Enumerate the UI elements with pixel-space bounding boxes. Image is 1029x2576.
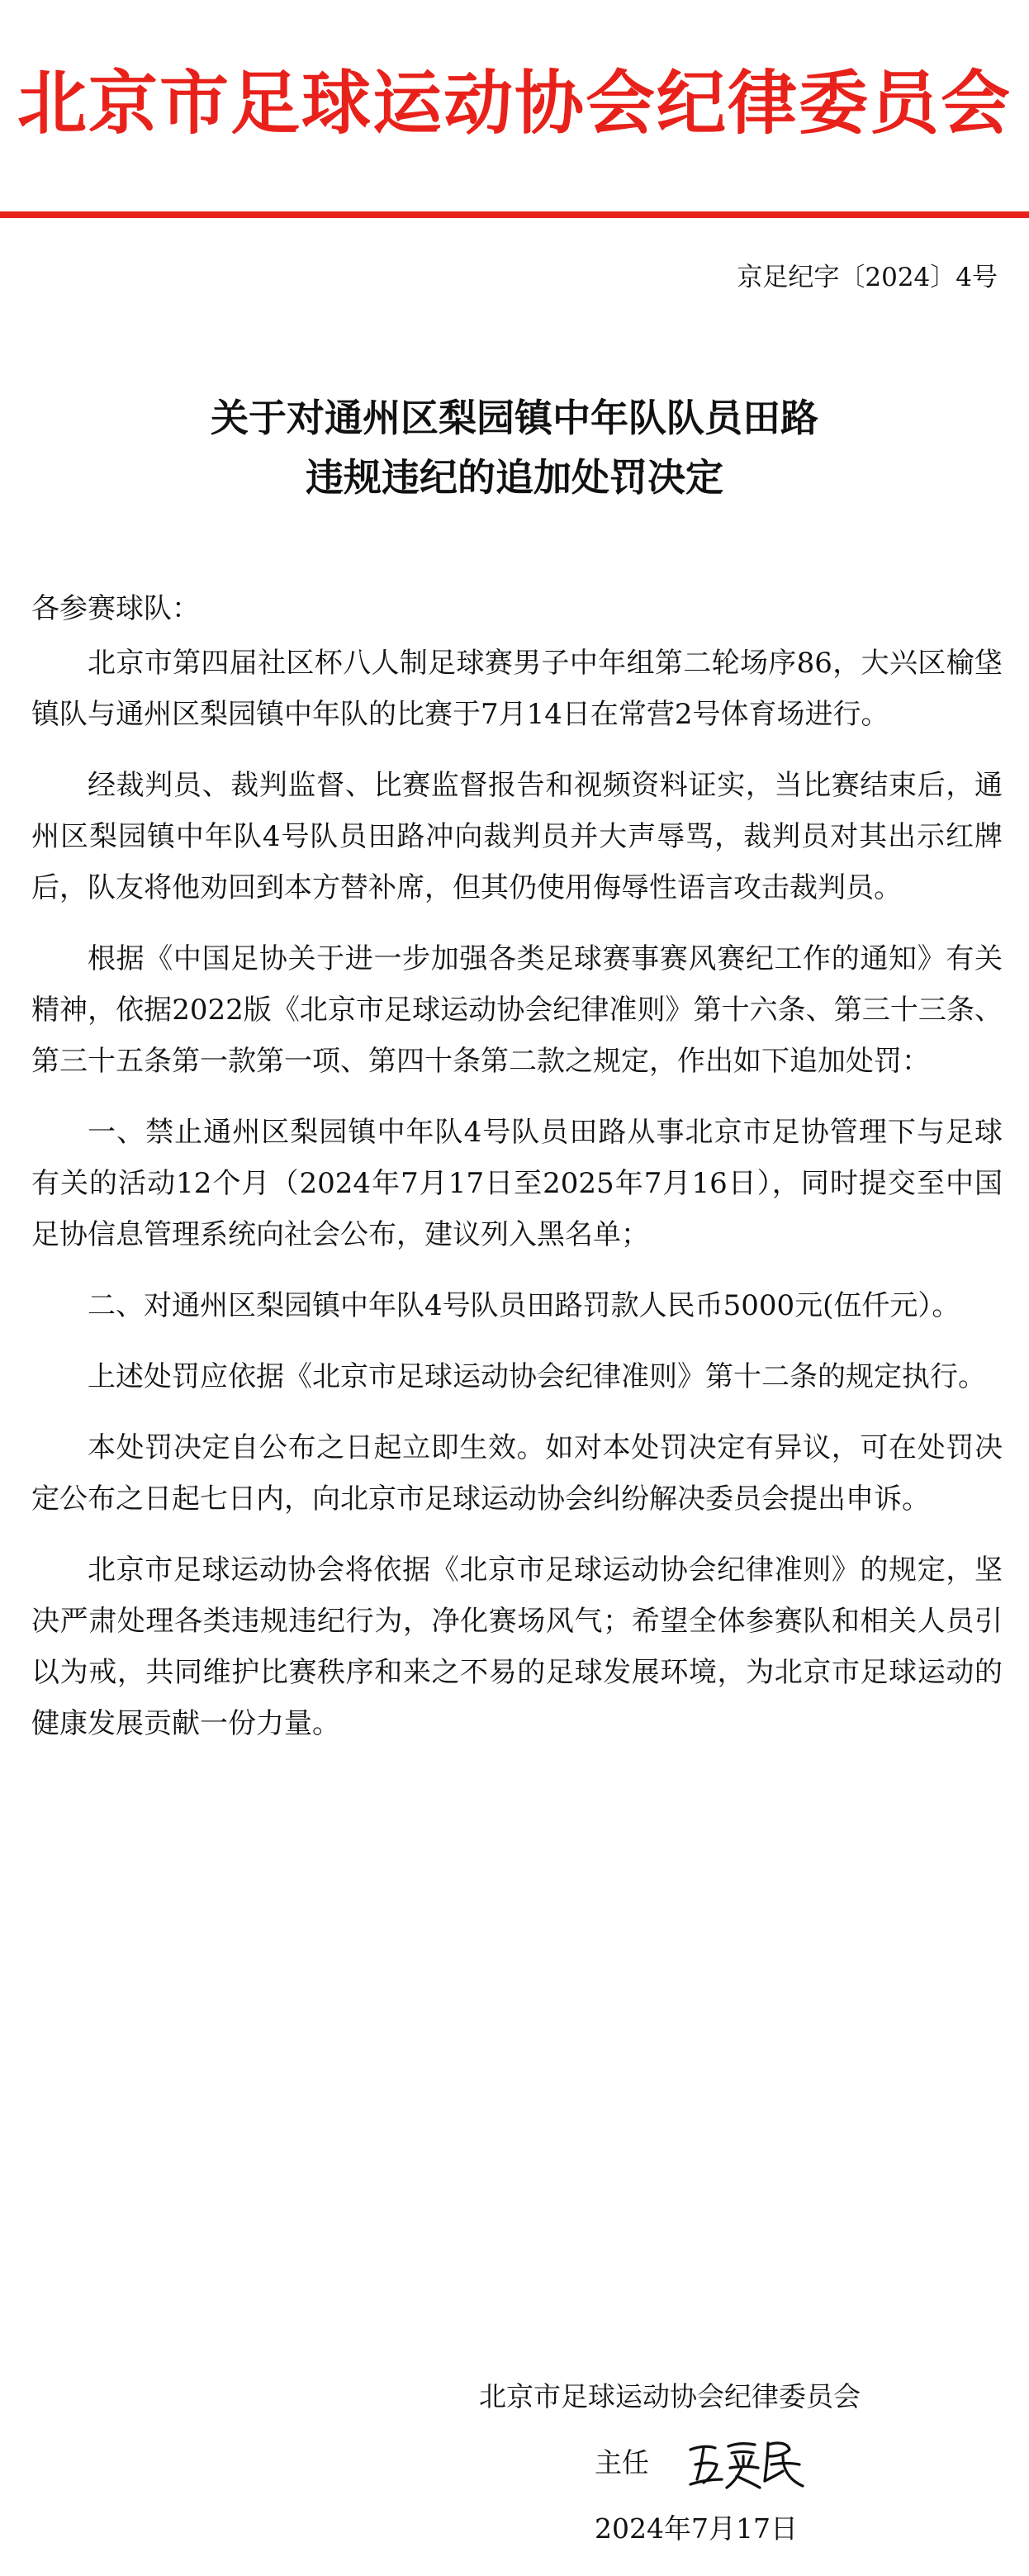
document-title-line-1: 关于对通州区梨园镇中年队队员田路 bbox=[211, 396, 818, 440]
decision-date: 2024年7月17日 bbox=[595, 2512, 798, 2545]
document-title bbox=[0, 388, 1029, 507]
body-paragraph-closing: 北京市足球运动协会将依据《北京市足球运动协会纪律准则》的规定，坚决严肃处理各类违规违纪行为，净化赛场风气；希望全体参赛队和相关人员引以为戒，共同维护比赛秩序和来之不易的足球发展环境，为北京市足球运动的健康发展贡献一份力量。 bbox=[31, 1554, 1003, 1740]
director-label: 主任 bbox=[595, 2446, 649, 2479]
body-paragraph-effective-appeal: 本处罚决定自公布之日起立即生效。如对本处罚决定有异议，可在处罚决定公布之日起七日内，向北京市足球运动协会纠纷解决委员会提出申诉。 bbox=[31, 1431, 1003, 1516]
signoff-organization: 北京市足球运动协会纪律委员会 bbox=[479, 2380, 861, 2412]
document-number: 京足纪字〔2024〕4号 bbox=[737, 263, 998, 292]
body-paragraph-facts: 经裁判员、裁判监督、比赛监督报告和视频资料证实，当比赛结束后，通州区梨园镇中年队4号队员田路冲向裁判员并大声辱骂，裁判员对其出示红牌后，队友将他劝回到本方替补席，但其仍使用侮辱性语言攻击裁判员。 bbox=[31, 769, 1003, 904]
body-paragraph-penalty-ban: 一、禁止通州区梨园镇中年队4号队员田路从事北京市足协管理下与足球有关的活动12个月（2024年7月17日至2025年7月16日），同时提交至中国足协信息管理系统向社会公布，建议列入黑名单； bbox=[31, 1116, 1003, 1251]
document-title-line-2: 违规违纪的追加处罚决定 bbox=[306, 455, 723, 500]
body-paragraph-execution: 上述处罚应依据《北京市足球运动协会纪律准则》第十二条的规定执行。 bbox=[88, 1360, 986, 1393]
body-paragraph-basis: 根据《中国足协关于进一步加强各类足球赛事赛风赛纪工作的通知》有关精神，依据2022版《北京市足球运动协会纪律准则》第十六条、第三十三条、第三十五条第一款第一项、第四十条第二款之规定，作出如下追加处罚： bbox=[31, 942, 1003, 1078]
handwritten-signature bbox=[685, 2431, 809, 2494]
body-paragraph-penalty-fine: 二、对通州区梨园镇中年队4号队员田路罚款人民币5000元(伍仟元）。 bbox=[88, 1289, 960, 1322]
issuer-header-title: 北京市足球运动协会纪律委员会 bbox=[17, 63, 1012, 144]
header-red-rule bbox=[0, 211, 1029, 218]
body-paragraph-incident: 北京市第四届社区杯八人制足球赛男子中年组第二轮场序86，大兴区榆垡镇队与通州区梨园镇中年队的比赛于7月14日在常营2号体育场进行。 bbox=[31, 647, 1003, 731]
document-body bbox=[31, 638, 1003, 1769]
salutation: 各参赛球队： bbox=[31, 592, 200, 625]
